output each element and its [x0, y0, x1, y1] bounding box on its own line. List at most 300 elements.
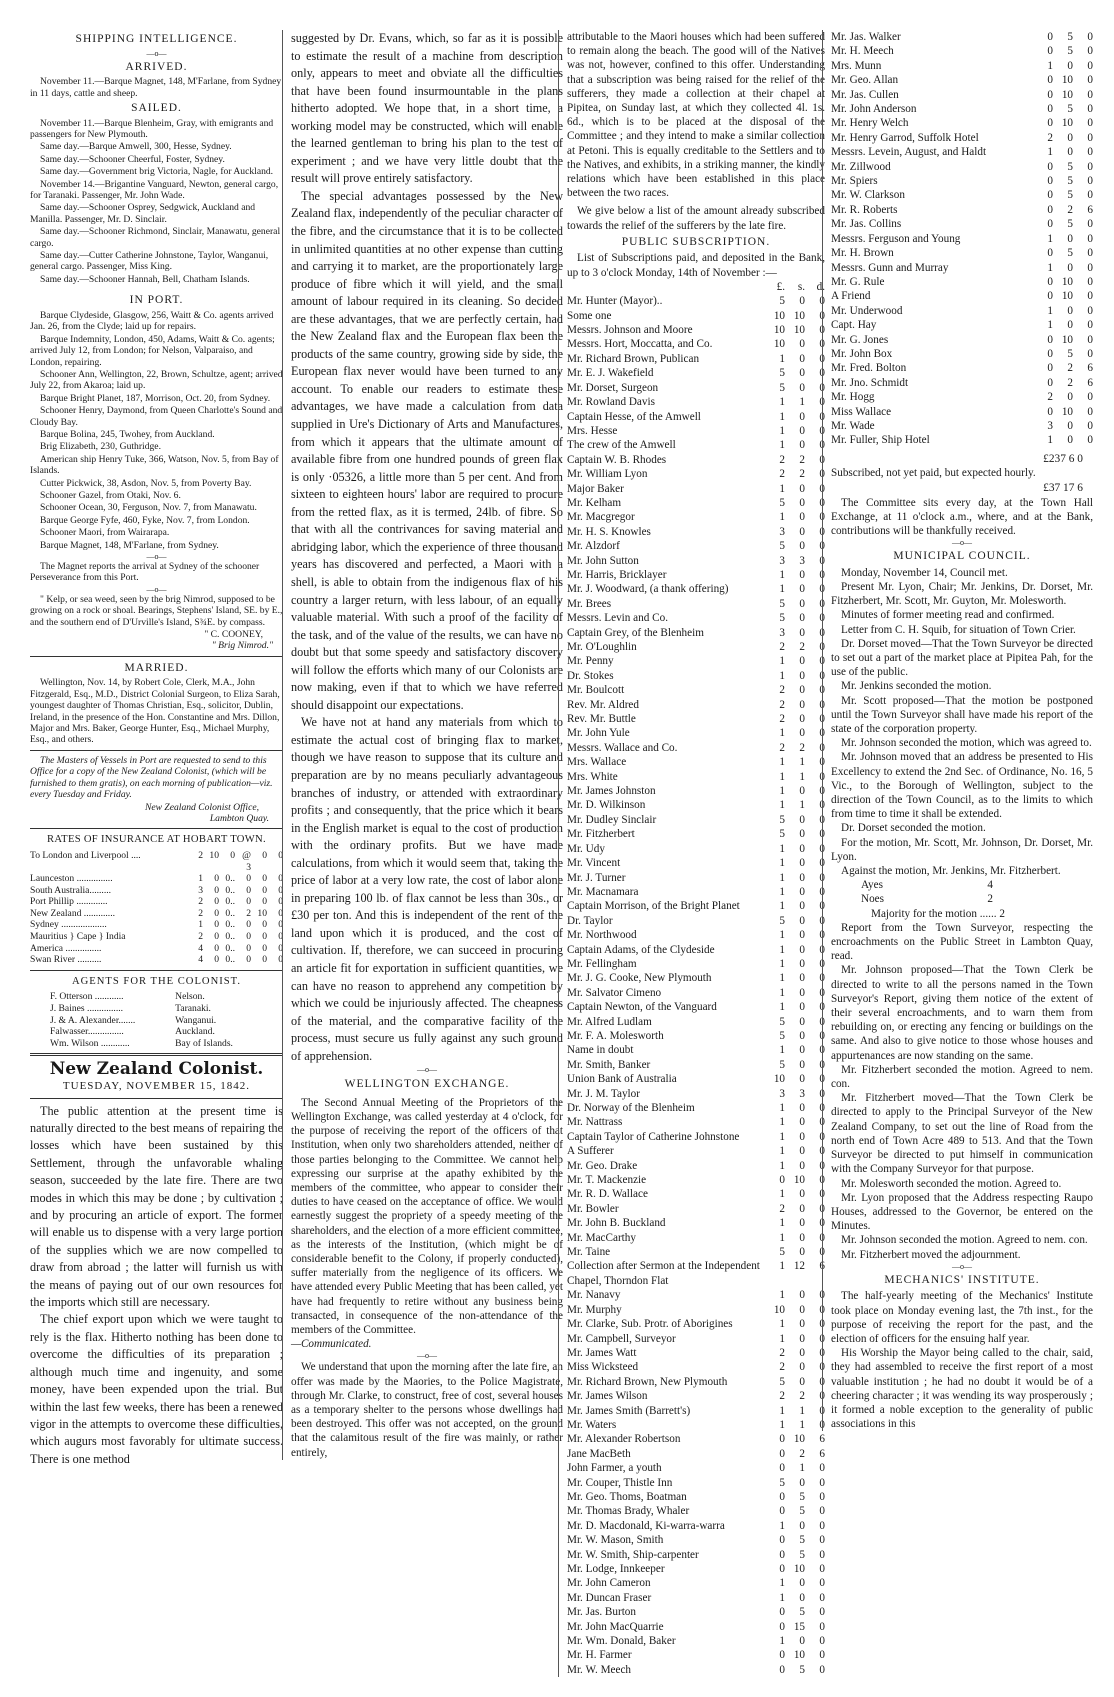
subscription-row-value: 0: [819, 1231, 825, 1244]
subscription-row-value: 2: [799, 1390, 805, 1403]
subscription-row-label: Captain Taylor of Catherine Johnstone: [567, 1130, 740, 1143]
subscription-row-value: 1: [779, 1102, 785, 1114]
subscription-row-value: 3: [779, 626, 785, 639]
rate-row-value: 0: [278, 942, 283, 954]
maori-offer-article: [291, 1360, 563, 1459]
subscription-row-label: Mr. Geo. Drake: [567, 1159, 638, 1172]
subscription-row-value: 0: [819, 727, 825, 740]
subscription-row-value: 0: [799, 785, 805, 798]
rate-row-value: 0: [246, 942, 251, 954]
subscription-row-value: 5: [1067, 31, 1073, 43]
subscription-row: [567, 438, 825, 452]
subscription-row-value: 10: [793, 1433, 805, 1446]
subscription-row: [831, 347, 1093, 361]
subscription-row-value: 0: [799, 1130, 805, 1143]
rate-row-label: Sydney ...................: [30, 919, 107, 931]
subscription-row-value: 10: [1061, 117, 1073, 130]
subscription-row-value: 12: [793, 1260, 805, 1273]
rate-row-value: 0..: [225, 919, 235, 931]
subscription-row: [567, 1043, 825, 1057]
subscription-row-label: Messrs. Gunn and Murray: [831, 261, 949, 274]
subscription-row: [567, 827, 825, 841]
subscription-row-label: Mr. Alzdorf: [567, 540, 620, 553]
rate-row: [30, 850, 283, 873]
subscription-row-value: 10: [1061, 88, 1073, 101]
subscription-row-value: 0: [1087, 333, 1093, 346]
subscription-row-value: 0: [799, 1346, 805, 1359]
subscription-row-value: 0: [799, 1476, 805, 1489]
subscription-row-value: 0: [799, 1289, 805, 1302]
rate-row-label: Launceston ...............: [30, 873, 113, 885]
sailed-item: Same day.—Barque Amwell, 300, Hesse, Sydney.: [40, 141, 232, 153]
divider: —o—: [146, 48, 167, 58]
subscription-row-value: 5: [779, 828, 785, 841]
rate-row-value: 0..: [225, 942, 235, 954]
subscription-row-value: 0: [799, 914, 805, 927]
subscription-row-value: 0: [779, 1563, 785, 1575]
subscription-row-value: 5: [779, 1015, 785, 1028]
subscription-row-label: The crew of the Amwell: [567, 439, 676, 452]
subscription-row: [831, 88, 1093, 102]
committee-note: [831, 496, 1093, 539]
subscription-row-value: 0: [819, 785, 825, 798]
subscription-row-value: 1: [1047, 59, 1053, 72]
subscription-row-value: 0: [819, 1217, 825, 1230]
subscription-row-label: Mr. Vincent: [567, 857, 621, 870]
subscription-row-label: Messrs. Hort, Moccatta, and Co.: [567, 338, 713, 351]
sailed-item: Same day.—Schooner Richmond, Sinclair, Manawatu, general cargo.: [30, 226, 281, 249]
subscription-row-value: 1: [799, 799, 805, 812]
council-item: Letter from C. H. Squib, for situation of Town Crier.: [841, 623, 1076, 636]
sailed-list: [30, 118, 283, 286]
subscription-row-value: 0: [799, 1303, 805, 1316]
mechanics-title: MECHANICS' INSTITUTE.: [884, 1273, 1040, 1286]
subscription-row-label: Captain Adams, of the Clydeside: [567, 943, 715, 956]
rate-row-value: 0: [278, 873, 283, 885]
sailed-item: Same day.—Government brig Victoria, Nagle, for Auckland.: [40, 166, 274, 178]
subscription-row-value: 2: [779, 1346, 785, 1359]
subscription-row-value: 0: [1047, 275, 1053, 288]
subscription-row-label: Mr. William Lyon: [567, 468, 648, 481]
mechanics-paragraph: His Worship the Mayor being called to the chair, said, they had assembled to receive the first report of a most valuable institution ; he had no doubt it would be of a cheering character ; it was wending its way prosperously ; it formed a noble exception to the generality of public associations in this: [831, 1347, 1093, 1431]
subscription-row-value: 1: [799, 1404, 805, 1417]
subscription-row: [567, 1101, 825, 1115]
subscription-row: [567, 698, 825, 712]
subscription-row-value: 0: [819, 698, 825, 711]
subscription-row: [831, 361, 1093, 375]
subscription-row-value: 1: [779, 1130, 785, 1143]
subscription-row-label: Mr. Duncan Fraser: [567, 1591, 652, 1604]
subscription-row-value: 1: [1047, 434, 1053, 447]
subscription-row-value: 0: [799, 943, 805, 956]
subscription-row-value: 0: [799, 1217, 805, 1230]
subscription-row-value: 0: [799, 669, 805, 682]
subscription-row-value: 1: [779, 842, 785, 855]
subscription-row: [567, 1576, 825, 1590]
subscription-row-value: 10: [1061, 290, 1073, 303]
subscription-row: [567, 1548, 825, 1562]
subscription-row-label: Mr. Geo. Allan: [831, 74, 899, 87]
subscription-row: [831, 419, 1093, 433]
subscription-row-value: 0: [1087, 45, 1093, 58]
subscription-row-label: Mr. Rowland Davis: [567, 396, 655, 409]
rate-row-value: 0..: [225, 896, 235, 908]
subscription-row-label: Mr. James Watt: [567, 1346, 637, 1359]
divider: —o—: [146, 552, 167, 561]
subscription-row-value: 0: [1087, 247, 1093, 260]
subscription-row-value: 0: [799, 1159, 805, 1172]
subscription-row-value: 0: [1087, 160, 1093, 173]
married-notice: [30, 677, 283, 745]
agent-place: Taranaki.: [175, 1003, 211, 1015]
subscription-row-value: 0: [819, 1246, 825, 1259]
subscription-row-value: 0: [819, 1332, 825, 1345]
subscription-row-label: Messrs. Ferguson and Young: [831, 232, 961, 245]
subscription-row: [567, 539, 825, 553]
subscription-row-value: 0: [819, 1505, 825, 1518]
subscription-row: [567, 1231, 825, 1245]
sailed-item: November 14.—Brigantine Vanguard, Newton, general cargo, for Taranaki. Passenger, Mr. John Wade.: [30, 178, 279, 202]
subscription-row-value: 0: [819, 309, 825, 322]
subscription-row-value: 0: [819, 929, 825, 942]
rate-row-value: 0..: [225, 873, 235, 885]
rate-row-value: 0..: [225, 931, 235, 943]
divider: [30, 1053, 283, 1056]
subscription-row-value: 0: [1087, 304, 1093, 317]
subscription-row-value: 0: [799, 568, 805, 581]
subscription-row: [831, 275, 1093, 289]
council-item: Against the motion, Mr. Jenkins, Mr. Fitzherbert.: [841, 865, 1061, 878]
subscription-row-value: 10: [773, 1303, 785, 1316]
subscription-row-value: 0: [819, 1289, 825, 1302]
subscription-row-value: 0: [799, 626, 805, 639]
subscription-row-value: 0: [819, 1058, 825, 1071]
subscription-row-label: Mr. Couper, Thistle Inn: [567, 1476, 673, 1489]
inport-item: Barque Clydeside, Glasgow, 256, Waitt & Co. agents arrived Jan. 26, from the Clyde; laid up for repairs.: [30, 309, 274, 333]
subscription-row-value: 0: [799, 597, 805, 610]
subscription-row-value: 5: [799, 1663, 805, 1676]
subscription-row-label: Dr. Taylor: [567, 914, 613, 927]
subscription-row-value: 2: [799, 741, 805, 754]
subscription-row: [567, 1404, 825, 1418]
subscription-row: [831, 304, 1093, 318]
subscription-row-value: 5: [779, 1246, 785, 1259]
pounds-header: £.: [776, 280, 785, 293]
subscription-row-value: 0: [799, 583, 805, 596]
subscription-row-value: 15: [793, 1620, 805, 1633]
inport-item: Schooner Ann, Wellington, 22, Brown, Schultze, agent; arrived July 22, from Akaroa; laid up.: [30, 368, 283, 392]
subscription-row-label: Some one: [567, 309, 612, 322]
subscription-row-value: 0: [1047, 247, 1053, 260]
subscription-row-value: 2: [799, 1447, 805, 1460]
subscription-row: [831, 376, 1093, 390]
subscription-row-value: 1: [779, 511, 785, 524]
subscription-row-value: 0: [779, 1462, 785, 1475]
subscription-row: [567, 1058, 825, 1072]
subscription-total: £237 6 0: [1043, 452, 1083, 465]
shillings-header: s.: [797, 280, 805, 293]
subscription-row: [831, 232, 1093, 246]
subscription-row-value: 0: [819, 1390, 825, 1403]
sailed-item: Same day.—Schooner Cheerful, Foster, Sydney.: [40, 153, 225, 165]
subscription-row-value: 0: [799, 957, 805, 970]
subscription-row-value: 2: [779, 1361, 785, 1374]
subscription-row-label: Mr. Penny: [567, 655, 614, 668]
subscription-row-value: 1: [779, 482, 785, 495]
subscription-row-value: 1: [779, 1404, 785, 1417]
rate-row: [30, 931, 283, 943]
subscription-row: [567, 856, 825, 870]
subscription-row-label: Messrs. Johnson and Moore: [567, 324, 693, 337]
subscription-row: [831, 333, 1093, 347]
inport-item: Cutter Pickwick, 38, Asdon, Nov. 5, from Poverty Bay.: [40, 477, 252, 489]
subscription-row-value: 10: [793, 1174, 805, 1187]
subscription-row-value: 6: [819, 1447, 825, 1460]
subscription-row-value: 0: [1067, 59, 1073, 72]
subscription-row-value: 1: [1047, 319, 1053, 332]
subscription-row-label: Mr. Fellingham: [567, 957, 637, 970]
subscription-row-value: 1: [779, 1231, 785, 1244]
subscription-row-value: 0: [819, 1001, 825, 1014]
subscription-row-value: 1: [779, 1332, 785, 1345]
subscription-row-value: 0: [799, 381, 805, 394]
rate-row-value: 0..: [225, 907, 235, 919]
rate-row-value: 0: [230, 849, 235, 861]
subscription-row-value: 0: [819, 1591, 825, 1604]
subscription-row-value: 1: [779, 1318, 785, 1331]
subscription-row-label: Mr. Hunter (Mayor)..: [567, 295, 663, 308]
subscription-row-value: 0: [819, 396, 825, 409]
subscription-row-label: Mr. Fuller, Ship Hotel: [831, 434, 930, 447]
noes-count: 2: [987, 893, 993, 906]
subscription-row: [567, 871, 825, 885]
subscription-row: [567, 669, 825, 683]
council-item: Present Mr. Lyon, Chair; Mr. Jenkins, Dr. Dorset, Mr. Fitzherbert, Mr. Scott, Mr. Guyton, Mr. Molesworth.: [831, 580, 1093, 608]
subscription-row-label: Mr. Fitzherbert: [567, 828, 635, 841]
subscription-row-label: Mr. Wade: [831, 419, 875, 432]
subscription-row-value: 0: [819, 381, 825, 394]
subscription-row-value: 1: [799, 1418, 805, 1431]
subscription-row: [567, 1605, 825, 1619]
subscription-row-value: 0: [819, 511, 825, 524]
subscription-row: [567, 337, 825, 351]
subscription-row: [567, 1389, 825, 1403]
subscription-row-value: 1: [1047, 232, 1053, 245]
subscription-row-value: 0: [819, 713, 825, 726]
council-item: For the motion, Mr. Scott, Mr. Johnson, Dr. Dorset, Mr. Lyon.: [831, 836, 1093, 863]
subscription-row-label: Mr. Nattrass: [567, 1116, 623, 1129]
rate-row: [30, 943, 283, 955]
subscription-title: PUBLIC SUBSCRIPTION.: [621, 235, 771, 248]
subscription-row: [567, 1447, 825, 1461]
subscription-row-value: 0: [819, 540, 825, 553]
subscription-row-value: 0: [799, 338, 805, 351]
subscription-row-value: 3: [779, 1087, 785, 1100]
subscription-row-value: 0: [1087, 419, 1093, 432]
subscription-row-value: 0: [799, 972, 805, 985]
subscription-row-value: 0: [819, 943, 825, 956]
subscription-row-value: 0: [819, 468, 825, 481]
office-line: Lambton Quay.: [209, 812, 269, 824]
subscription-row-label: Mr. Alexander Robertson: [567, 1433, 681, 1446]
rate-row-value: 0: [246, 873, 251, 885]
subscription-row-value: 0: [1067, 146, 1073, 159]
subscription-row: [567, 1216, 825, 1230]
subscription-row-value: 2: [1067, 376, 1073, 389]
ayes-label: Ayes: [861, 879, 883, 892]
subscription-row-value: 2: [799, 468, 805, 481]
subscription-row: [567, 1144, 825, 1158]
subscription-row: [567, 1533, 825, 1547]
subscription-row: [567, 1288, 825, 1302]
subscription-row-value: 0: [799, 929, 805, 942]
subscription-row-value: 0: [819, 684, 825, 697]
subscription-row-value: 0: [819, 1534, 825, 1547]
subscription-row: [567, 885, 825, 899]
subscription-row: [567, 611, 825, 625]
subscription-row: [831, 59, 1093, 73]
subscription-row-value: 0: [799, 482, 805, 495]
subscription-row-value: 5: [779, 1029, 785, 1042]
column-2: [282, 30, 563, 1460]
rate-row-value: 0: [262, 931, 267, 943]
pence-header: d.: [816, 280, 825, 293]
divider: —o—: [952, 538, 972, 548]
subscription-row-value: 1: [779, 568, 785, 581]
list-note: We give below a list of the amount already subscribed towards the relief of the sufferers by the late fire.: [567, 205, 825, 232]
subscription-row: [831, 102, 1093, 116]
subscription-row-value: 0: [819, 1663, 825, 1676]
rate-row-label: Mauritius } Cape } India: [30, 931, 126, 943]
subscription-row-value: 0: [819, 453, 825, 466]
subscription-row-value: 5: [1067, 160, 1073, 173]
rate-row-value: 0: [214, 919, 219, 931]
subscription-row-value: 1: [799, 396, 805, 409]
subscription-row-label: Name in doubt: [567, 1044, 634, 1057]
subscription-row-value: 0: [799, 885, 805, 898]
subscription-row-label: Mr. Richard Brown, Publican: [567, 352, 700, 365]
council-item: Mr. Fitzherbert moved the adjournment.: [841, 1248, 1021, 1261]
subscription-row-label: Mr. W. Mason, Smith: [567, 1534, 664, 1547]
subscription-row-value: 1: [779, 957, 785, 970]
subscription-row-label: Mr. Smith, Banker: [567, 1058, 651, 1071]
article-paragraph: The special advantages possessed by the New Zealand flax, independently of the peculiar character of the fibre, and the circumstance that it is to be collected in unlimited quantities at no other expense than cutting and carrying it to market, are the proportionately large produce of fibre which it will yield, and the small amount of labour required in its cleaning. So decided are these advantages, that we are perfectly certain, had the New Zealand flax and the European flax been the products of the same country, growing side by side, the European flax never would have been turned to any account. To enable our readers to estimate these advantages, we have made a calculation from data supplied in Ure's Dictionary of Arts and Manufactures, from which it appears that the ultimate amount of available fibre from one hundred pounds of green flax is only ·05326, a little more than 5 per cent. And from sixteen to eighteen hours' labor are required to procure from the retted flax, as it is termed, 24lb. of fibre. So that with all the contrivances for saving material and abridging labor, which the experience of three thousand years has discovered and perfected, a Maori with a shell, is able to obtain from the indigenous flax of his country a larger return, with less labour, of an equally valuable material. With such a proof of the facility of the task, and of the value of the results, we can have no doubt but that some speedy and satisfactory discovery will follow the efforts which many of our Colonists are now making, even if that to which we have referred should disappoint our expectations.: [291, 188, 563, 712]
subscription-row-value: 0: [819, 1519, 825, 1532]
subscription-row-value: 0: [819, 439, 825, 452]
subscription-row-value: 0: [819, 1015, 825, 1028]
subscription-row: [567, 1591, 825, 1605]
subscription-row-value: 5: [779, 367, 785, 380]
subscription-row: [831, 188, 1093, 202]
subscription-row-label: Rev. Mr. Buttle: [567, 713, 636, 726]
subscription-row-value: 2: [799, 453, 805, 466]
rate-row-value: 0: [246, 931, 251, 943]
subscription-row-value: 1: [779, 929, 785, 942]
subscription-row: [567, 568, 825, 582]
vote-noes: [831, 892, 1093, 906]
subscription-row-value: 1: [779, 669, 785, 682]
subscription-row-value: 0: [799, 1246, 805, 1259]
subscription-row: [567, 986, 825, 1000]
subscription-row-value: 0: [1047, 290, 1053, 303]
council-item: Mr. Johnson proposed—That the Town Clerk be directed to write to all the persons named in the Town Surveyor's Report, giving them notice of the extent of their several encroachments, and to warn them from rebuilding on, or erecting any fencing or buildings on the same. And also to give notice to those whose houses and appurtenances are now standing on the same.: [831, 964, 1093, 1062]
council-item: Report from the Town Surveyor, respecting the encroachments on the Public Street in Lambton Quay, read.: [831, 921, 1093, 963]
subscription-row: [567, 1259, 825, 1288]
subscription-row-label: Mr. James Johnston: [567, 785, 656, 798]
subscription-row-value: 0: [819, 1102, 825, 1114]
subscription-row: [567, 597, 825, 611]
subscription-row: [567, 683, 825, 697]
subscription-row-value: 10: [793, 1649, 805, 1662]
subscription-row-value: 0: [819, 770, 825, 783]
subscription-row-label: Mr. John Sutton: [567, 554, 639, 567]
inport-title: IN PORT.: [129, 294, 184, 307]
subscription-row: [567, 482, 825, 496]
subscription-row-value: 0: [819, 1318, 825, 1331]
subscription-row: [567, 1303, 825, 1317]
subscription-row-label: Mr. Alfred Ludlam: [567, 1015, 652, 1028]
subscription-row: [567, 525, 825, 539]
subscription-row-value: 5: [799, 1505, 805, 1518]
agent-row: [50, 1003, 260, 1015]
subscription-row-value: 0: [779, 1620, 785, 1633]
council-item: Mr. Lyon proposed that the Address respecting Raupo Houses, addressed to the Governor, be entered on the Minutes.: [831, 1191, 1093, 1233]
subscription-row: [831, 390, 1093, 404]
subscription-row-value: 1: [779, 655, 785, 668]
subscription-row-value: 5: [1067, 247, 1073, 260]
rate-row-value: 0: [262, 849, 267, 861]
rate-row-value: 0: [278, 884, 283, 896]
subscription-row-value: 0: [1087, 347, 1093, 360]
subscription-row-value: 0: [799, 684, 805, 697]
subscription-row: [567, 1490, 825, 1504]
subscription-row: [567, 1418, 825, 1432]
subscription-row-value: 1: [779, 1159, 785, 1172]
subscription-row-value: 1: [779, 1001, 785, 1014]
subscription-row-value: 5: [1067, 45, 1073, 58]
subscription-row-label: Mr. Thomas Brady, Whaler: [567, 1505, 690, 1518]
agent-row: [50, 991, 260, 1003]
subscription-row-value: 0: [819, 1159, 825, 1172]
subscription-row-label: Mr. W. Clarkson: [831, 189, 905, 202]
subscription-row: [831, 246, 1093, 260]
subscription-row-value: 0: [819, 482, 825, 495]
subscription-row-label: Mr. Boulcott: [567, 684, 625, 697]
subscription-row-value: 0: [819, 1563, 825, 1575]
subscription-row-value: 0: [1087, 434, 1093, 447]
subscription-row-value: 2: [779, 1390, 785, 1403]
rate-row-value: 0: [246, 884, 251, 896]
subscription-row-value: 0: [819, 1044, 825, 1057]
arrived-title: ARRIVED.: [125, 60, 188, 73]
subscription-row-label: Mr. Clarke, Sub. Protr. of Aborigines: [567, 1318, 733, 1331]
subscription-row-value: 0: [819, 972, 825, 985]
exchange-title: WELLINGTON EXCHANGE.: [344, 1078, 510, 1091]
subscription-row-label: Collection after Sermon at the Independent Chapel, Thorndon Flat: [567, 1260, 760, 1287]
subscription-row-value: 0: [1067, 391, 1073, 404]
subscription-row-value: 2: [779, 713, 785, 726]
subscription-row-value: 5: [779, 381, 785, 394]
subscription-row-label: Mr. H. Farmer: [567, 1649, 632, 1662]
subscription-row-value: 1: [1047, 261, 1053, 274]
subscription-row-label: Mr. John Anderson: [831, 103, 917, 116]
subscription-row-value: 0: [799, 511, 805, 524]
communicated: —Communicated.: [291, 1338, 372, 1351]
subscription-row-value: 0: [1087, 405, 1093, 418]
subscription-row-value: 0: [1087, 290, 1093, 303]
subscription-row-label: Mr. Northwood: [567, 929, 637, 942]
subscription-row-label: Mr. Salvator Cimeno: [567, 986, 662, 999]
